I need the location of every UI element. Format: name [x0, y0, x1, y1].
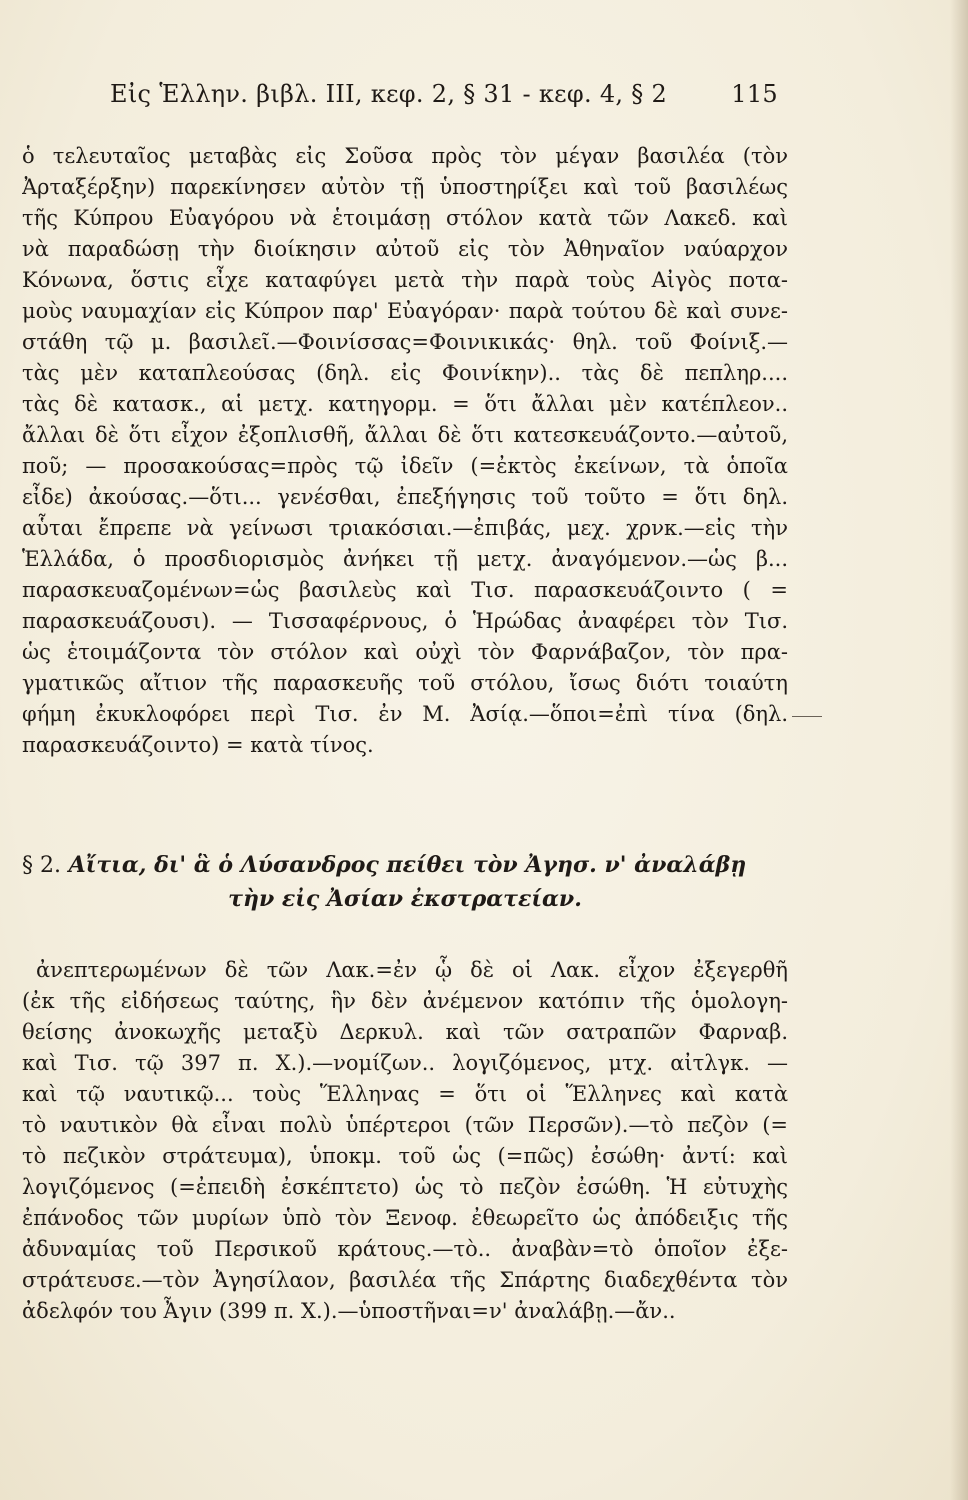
text-line: Ἑλλάδα, ὁ προσδιορισμὸς ἀνήκει τῇ μετχ. ἀναγόμενον.—ὡς β...	[22, 547, 788, 571]
text-line: ἀδυναμίας τοῦ Περσικοῦ κράτους.—τὸ.. ἀναβὰν=τὸ ὁποῖον ἐξε-	[22, 1237, 788, 1261]
text-line: εἶδε) ἀκούσας.—ὅτι... γενέσθαι, ἐπεξήγησις τοῦ τοῦτο = ὅτι δηλ.	[22, 485, 788, 509]
section-number: § 2.	[22, 853, 61, 878]
text-line: καὶ Τισ. τῷ 397 π. Χ.).—νομίζων.. λογιζόμενος, μτχ. αἰτλγκ. —	[22, 1051, 788, 1075]
text-line: τῆς Κύπρου Εὐαγόρου νὰ ἑτοιμάσῃ στόλον κατὰ τῶν Λακεδ. καὶ	[22, 206, 788, 230]
text-line: ὁ τελευταῖος μεταβὰς εἰς Σοῦσα πρὸς τὸν μέγαν βασιλέα (τὸν	[22, 144, 788, 168]
page-number: 115	[731, 80, 778, 108]
text-line: ἀδελφόν του Ἆγιν (399 π. Χ.).—ὑποστῆναι=ν' ἀναλάβῃ.—ἄν..	[22, 1299, 676, 1323]
text-line: τὸ ναυτικὸν θὰ εἶναι πολὺ ὑπέρτεροι (τῶν Περσῶν).—τὸ πεζὸν (=	[22, 1113, 788, 1137]
text-line: λογιζόμενος (=ἐπειδὴ ἐσκέπτετο) ὡς τὸ πεζὸν ἐσώθη. Ἡ εὐτυχὴς	[22, 1175, 788, 1199]
text-line: ὡς ἑτοιμάζοντα τὸν στόλον καὶ οὐχὶ τὸν Φαρνάβαζον, τὸν πρα-	[22, 640, 788, 664]
running-header	[110, 80, 778, 120]
commentary-paragraph-2	[22, 955, 788, 1327]
text-line: Ἀρταξέρξην) παρεκίνησεν αὐτὸν τῇ ὑποστηρίξει καὶ τοῦ βασιλέως	[22, 175, 788, 199]
text-line: ἐπάνοδος τῶν μυρίων ὑπὸ τὸν Ξενοφ. ἐθεωρεῖτο ὡς ἀπόδειξις τῆς	[22, 1206, 788, 1230]
text-line: παρασκευάζουσι). — Τισσαφέρνους, ὁ Ἡρώδας ἀναφέρει τὸν Τισ.	[22, 609, 788, 633]
running-title: Εἰς Ἑλλην. βιβλ. III, κεφ. 2, § 31 - κεφ. 4, § 2	[110, 80, 668, 108]
text-line: τὰς μὲν καταπλεούσας (δηλ. εἰς Φοινίκην).. τὰς δὲ πεπληρ....	[22, 361, 788, 385]
text-line: παρασκευαζομένων=ὡς βασιλεὺς καὶ Τισ. παρασκευάζοιντο ( =	[22, 578, 788, 602]
section-heading	[22, 848, 788, 916]
text-line: φήμη ἐκυκλοφόρει περὶ Τισ. ἐν Μ. Ἀσίᾳ.—ὅποι=ἐπὶ τίνα (δηλ.	[22, 702, 788, 726]
commentary-paragraph-1	[22, 141, 788, 761]
text-line: αὗται ἔπρεπε νὰ γείνωσι τριακόσιαι.—ἐπιβάς, μεχ. χρνκ.—εἰς τὴν	[22, 516, 788, 540]
page-edge-shadow	[950, 0, 968, 1500]
margin-pencil-mark	[792, 716, 822, 717]
text-line: (ἐκ τῆς εἰδήσεως ταύτης, ἣν δὲν ἀνέμενον κατόπιν τῆς ὁμολογη-	[22, 989, 788, 1013]
text-line: μοὺς ναυμαχίαν εἰς Κύπρον παρ' Εὐαγόραν· παρὰ τούτου δὲ καὶ συνε-	[22, 299, 788, 323]
text-line: Κόνωνα, ὅστις εἶχε καταφύγει μετὰ τὴν παρὰ τοὺς Αἰγὸς ποτα-	[22, 268, 788, 292]
text-line: καὶ τῷ ναυτικῷ... τοὺς Ἕλληνας = ὅτι οἱ Ἕλληνες καὶ κατὰ	[22, 1082, 788, 1106]
text-line: ποῦ; — προσακούσας=πρὸς τῷ ἰδεῖν (=ἐκτὸς ἐκείνων, τὰ ὁποῖα	[22, 454, 788, 478]
text-line: τὰς δὲ κατασκ., αἱ μετχ. κατηγορμ. = ὅτι ἄλλαι μὲν κατέπλεον..	[22, 392, 788, 416]
text-line: θείσης ἀνοκωχῆς μεταξὺ Δερκυλ. καὶ τῶν σατραπῶν Φαρναβ.	[22, 1020, 788, 1044]
text-line: παρασκευάζοιντο) = κατὰ τίνος.	[22, 733, 374, 757]
text-line: γματικῶς αἴτιον τῆς παρασκευῆς τοῦ στόλου, ἴσως διότι τοιαύτη	[22, 671, 788, 695]
text-line: νὰ παραδώσῃ τὴν διοίκησιν αὐτοῦ εἰς τὸν Ἀθηναῖον ναύαρχον	[22, 237, 788, 261]
text-line: ἄλλαι δὲ ὅτι εἶχον ἐξοπλισθῆ, ἄλλαι δὲ ὅτι κατεσκευάζοντο.—αὐτοῦ,	[22, 423, 788, 447]
text-line: στάθη τῷ μ. βασιλεῖ.—Φοινίσσας=Φοινικικάς· θηλ. τοῦ Φοίνιξ.—	[22, 330, 788, 354]
text-line: ἀνεπτερωμένων δὲ τῶν Λακ.=ἐν ᾧ δὲ οἱ Λακ. εἶχον ἐξεγερθῆ	[36, 958, 788, 982]
text-line: τὸ πεζικὸν στράτευμα), ὑποκμ. τοῦ ὡς (=πῶς) ἐσώθη· ἀντί: καὶ	[22, 1144, 788, 1168]
section-title-part-2: τὴν εἰς Ἀσίαν ἐκστρατείαν.	[228, 886, 582, 912]
section-heading-line-1	[22, 848, 788, 882]
text-line: στράτευσε.—τὸν Ἀγησίλαον, βασιλέα τῆς Σπάρτης διαδεχθέντα τὸν	[22, 1268, 788, 1292]
section-title-part-1: Αἴτια, δι' ἃ ὁ Λύσανδρος πείθει τὸν Ἀγησ. ν' ἀναλάβῃ	[68, 852, 747, 878]
